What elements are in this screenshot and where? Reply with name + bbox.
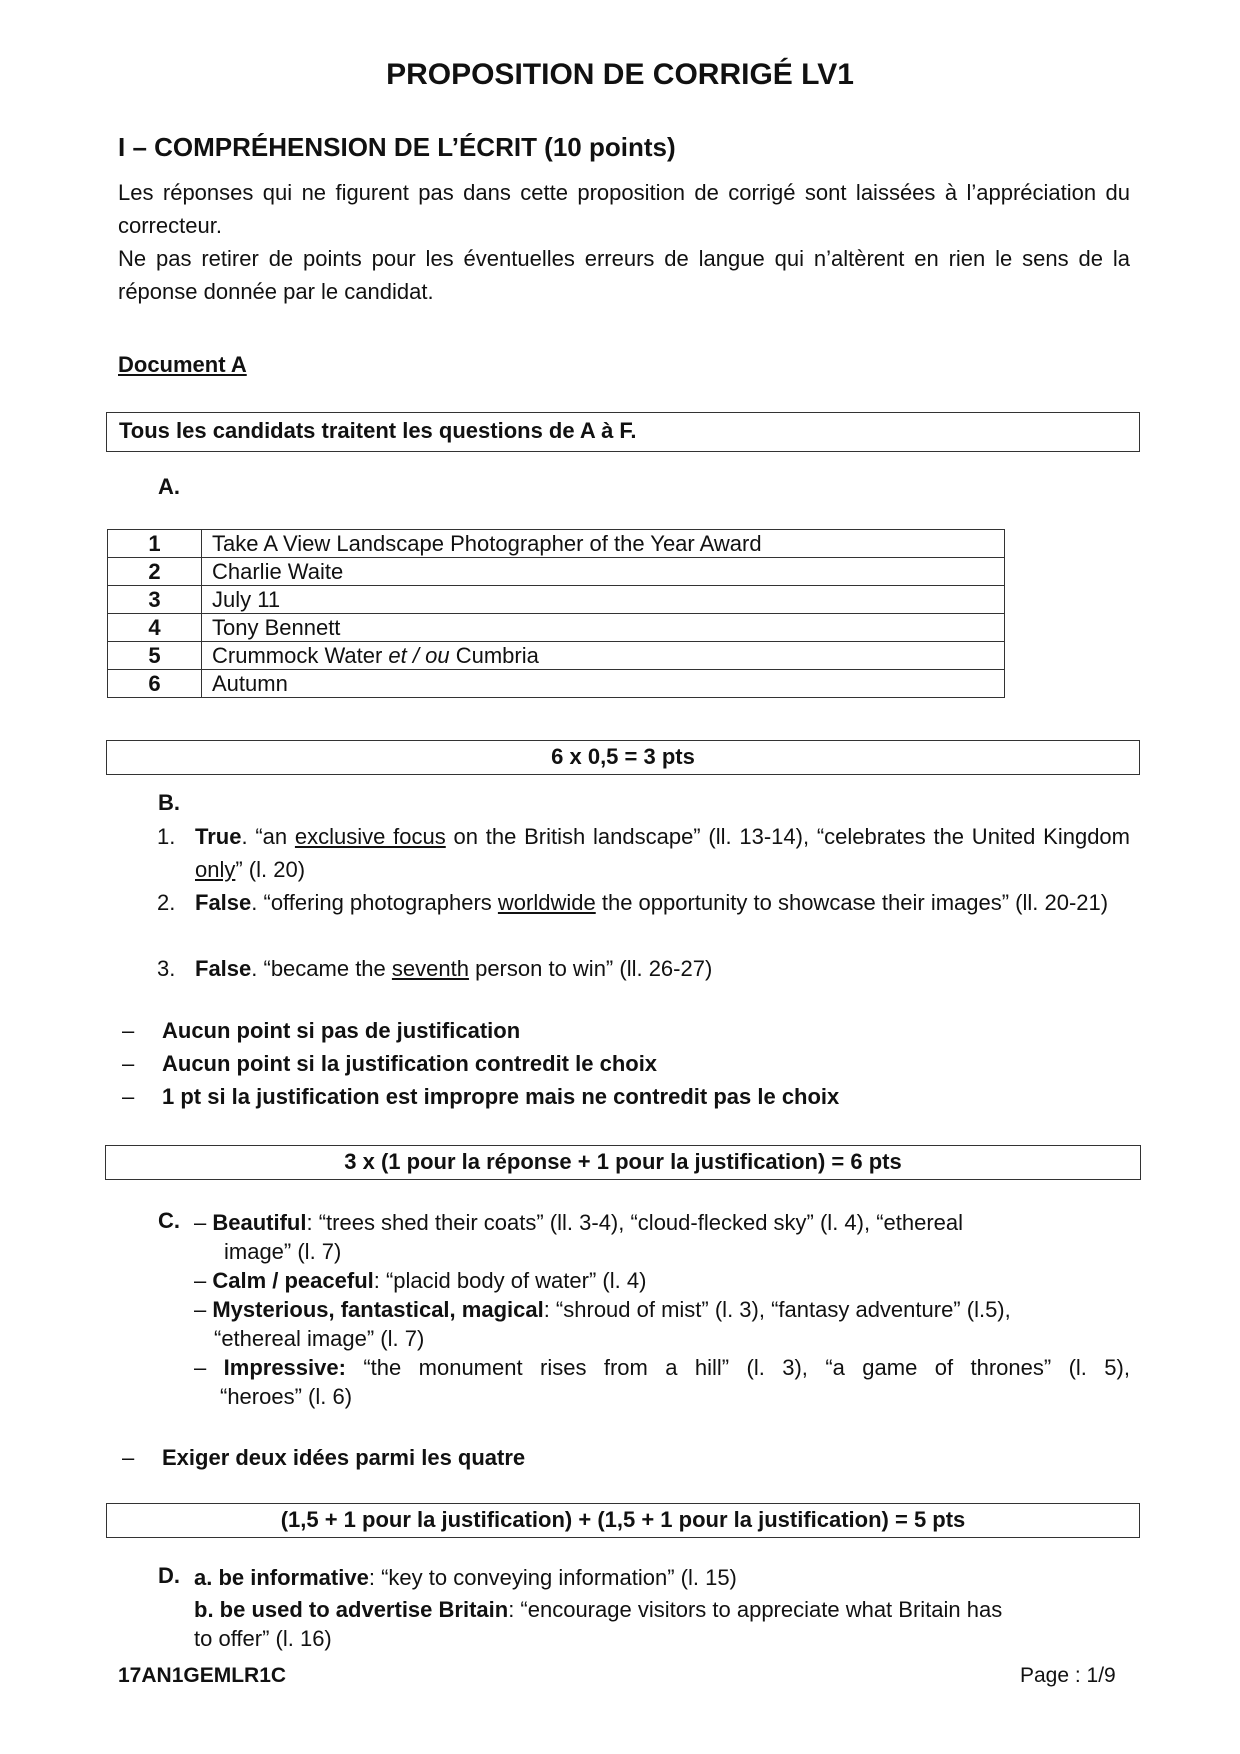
- page-title: PROPOSITION DE CORRIGÉ LV1: [386, 58, 854, 91]
- table-row: [108, 670, 1005, 698]
- item-number: 2.: [157, 890, 176, 915]
- question-c-label: C.: [158, 1208, 180, 1233]
- table-row: [108, 586, 1005, 614]
- item-text: on the British landscape” (ll. 13-14), “celebrates the United Kingdom: [445, 824, 1130, 849]
- row-answer: Tony Bennett: [202, 614, 1005, 642]
- item-continuation: “ethereal image” (l. 7): [214, 1326, 425, 1351]
- question-a-label: A.: [158, 474, 180, 499]
- row-number: 4: [108, 614, 202, 642]
- list-item: [194, 1266, 646, 1295]
- table-row: [108, 530, 1005, 558]
- grading-rule: [122, 1014, 521, 1047]
- list-item: [157, 952, 1130, 985]
- item-dash: –: [194, 1355, 224, 1380]
- grading-rule: [122, 1047, 658, 1080]
- grading-rule: [122, 1441, 526, 1474]
- page-number: Page : 1/9: [1020, 1664, 1116, 1687]
- list-item: [157, 886, 1130, 919]
- answer-d-b-continuation: to offer” (l. 16): [194, 1626, 332, 1651]
- document-heading: Document A: [118, 352, 247, 377]
- item-continuation: image” (l. 7): [224, 1239, 342, 1264]
- answer-d-b: [194, 1595, 1002, 1624]
- rule-text: 1 pt si la justification est impropre mais ne contredit pas le choix: [162, 1084, 840, 1109]
- item-dash: –: [194, 1297, 213, 1322]
- row-answer: Charlie Waite: [202, 558, 1005, 586]
- item-text: “the monument rises from a hill” (l. 3), “a game of thrones” (l. 5),: [345, 1355, 1130, 1380]
- item-underlined: worldwide: [497, 890, 596, 915]
- item-number: 1.: [157, 824, 176, 849]
- item-dash: –: [194, 1268, 213, 1293]
- document-code: 17AN1GEMLR1C: [118, 1664, 287, 1687]
- intro-paragraph-2: Ne pas retirer de points pour les éventuelles erreurs de langue qui n’altèrent en rien le sens de la réponse donnée par le candidat.: [118, 246, 1130, 304]
- item-text: : “shroud of mist” (l. 3), “fantasy adventure” (l.5),: [543, 1297, 1011, 1322]
- section-title: I – COMPRÉHENSION DE L’ÉCRIT (10 points): [118, 132, 676, 162]
- instruction-text: Tous les candidats traitent les questions de A à F.: [119, 418, 637, 443]
- dash: –: [122, 1051, 135, 1076]
- row-number: 2: [108, 558, 202, 586]
- score-text: 6 x 0,5 = 3 pts: [551, 744, 695, 769]
- question-b-label: B.: [158, 790, 180, 815]
- item-number: 3.: [157, 956, 176, 981]
- rule-text: Aucun point si pas de justification: [162, 1018, 521, 1043]
- item-text: . “an: [241, 824, 295, 849]
- item-underlined: only: [195, 857, 236, 882]
- row-number: 6: [108, 670, 202, 698]
- score-box-c: [106, 1503, 1140, 1538]
- item-term: Calm / peaceful: [212, 1268, 374, 1293]
- row-answer: [202, 642, 1005, 670]
- item-text: ” (l. 20): [235, 857, 306, 882]
- answer-part: Cumbria: [449, 643, 539, 668]
- table-row: [108, 642, 1005, 670]
- score-box-b: [105, 1145, 1141, 1180]
- answer-text: : “key to conveying information” (l. 15): [368, 1565, 737, 1590]
- item-term: Impressive:: [223, 1355, 346, 1380]
- question-d-label: D.: [158, 1563, 180, 1588]
- item-verdict: False: [195, 956, 252, 981]
- item-verdict: False: [195, 890, 252, 915]
- dash: –: [122, 1018, 135, 1043]
- item-text: the opportunity to showcase their images” (ll. 20-21): [595, 890, 1109, 915]
- answer-text: : “encourage visitors to appreciate what Britain has: [508, 1597, 1003, 1622]
- answer-term: a. be informative: [194, 1565, 369, 1590]
- answer-connector: et / ou: [388, 643, 450, 668]
- answer-part: Crummock Water: [212, 643, 389, 668]
- item-text: : “trees shed their coats” (ll. 3-4), “cloud-flecked sky” (l. 4), “ethereal: [306, 1210, 964, 1235]
- row-answer: July 11: [202, 586, 1005, 614]
- item-text: . “offering photographers: [251, 890, 498, 915]
- score-text: 3 x (1 pour la réponse + 1 pour la justification) = 6 pts: [344, 1149, 902, 1174]
- list-item: [157, 820, 1130, 886]
- list-item: [194, 1295, 1011, 1324]
- table-row: [108, 558, 1005, 586]
- dash: –: [122, 1445, 135, 1470]
- grading-rule: [122, 1080, 840, 1113]
- score-text: (1,5 + 1 pour la justification) + (1,5 + 1 pour la justification) = 5 pts: [280, 1507, 966, 1532]
- row-number: 1: [108, 530, 202, 558]
- dash: –: [122, 1084, 135, 1109]
- row-number: 3: [108, 586, 202, 614]
- item-text: . “became the: [251, 956, 392, 981]
- item-continuation: “heroes” (l. 6): [220, 1384, 353, 1409]
- row-answer: Autumn: [202, 670, 1005, 698]
- intro-paragraph-1: Les réponses qui ne figurent pas dans cette proposition de corrigé sont laissées à l’appréciation du correcteur.: [118, 180, 1130, 238]
- rule-text: Exiger deux idées parmi les quatre: [162, 1445, 526, 1470]
- row-number: 5: [108, 642, 202, 670]
- answer-d-a: [194, 1563, 737, 1592]
- score-box-a: [106, 740, 1140, 775]
- instruction-box: [106, 412, 1140, 452]
- rule-text: Aucun point si la justification contredit le choix: [162, 1051, 658, 1076]
- table-row: [108, 614, 1005, 642]
- item-text: : “placid body of water” (l. 4): [373, 1268, 647, 1293]
- item-underlined: seventh: [391, 956, 469, 981]
- item-underlined: exclusive focus: [294, 824, 446, 849]
- row-answer: Take A View Landscape Photographer of the Year Award: [202, 530, 1005, 558]
- list-item: [194, 1353, 1130, 1382]
- item-term: Mysterious, fantastical, magical: [212, 1297, 544, 1322]
- list-item: [194, 1208, 963, 1237]
- item-text: person to win” (ll. 26-27): [468, 956, 713, 981]
- item-term: Beautiful: [212, 1210, 307, 1235]
- item-dash: –: [194, 1210, 213, 1235]
- answer-term: b. be used to advertise Britain: [194, 1597, 509, 1622]
- answers-table: [107, 529, 1005, 698]
- item-verdict: True: [195, 824, 242, 849]
